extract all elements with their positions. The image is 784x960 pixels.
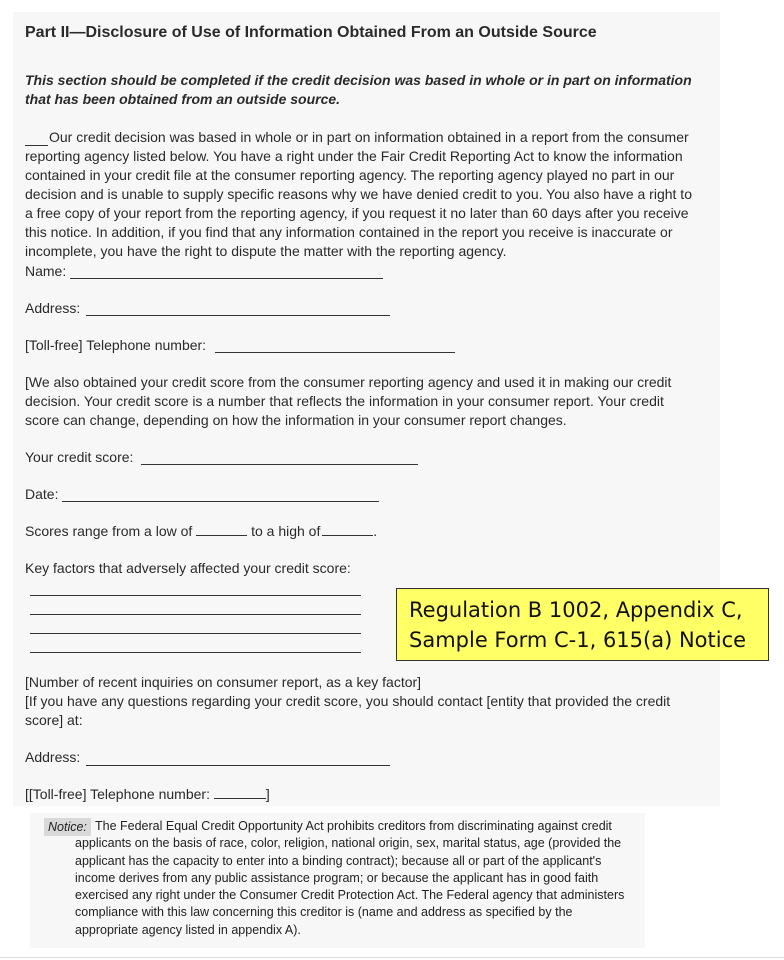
contact-telephone-label: [[Toll-free] Telephone number:: [25, 786, 210, 802]
callout-line-1: Regulation B 1002, Appendix C,: [409, 598, 743, 622]
contact-telephone-field[interactable]: [214, 786, 266, 799]
score-range-row: [25, 522, 377, 541]
credit-score-paragraph: [We also obtained your credit score from the consumer reporting agency and used it in making our credit decision. Your credit score is a number that reflects the information in your consumer report. Your credit score can change, depending on how the information in your consumer report changes.: [25, 374, 672, 428]
contact-address-label: Address:: [25, 749, 81, 765]
page-bottom-rule: [0, 957, 784, 958]
notice-label: Notice:: [44, 818, 91, 836]
telephone-field[interactable]: [215, 352, 455, 353]
contact-telephone-row: [25, 785, 270, 804]
credit-score-field[interactable]: [141, 464, 418, 465]
name-label: Name:: [25, 263, 67, 279]
regulation-callout: [396, 588, 769, 661]
score-range-mid: to a high of: [251, 523, 321, 539]
main-paragraph: Our credit decision was based in whole or in part on information obtained in a report from the consumer reporting agency listed below. You have a right under the Fair Credit Reporting Act to know the information contained in your credit file at the consumer reporting agency. The reporting agency played no part in our decision and is unable to supply specific reasons why we have denied credit to you. You also have a right to a free copy of your report from the reporting agency, if you request it no later than 60 days after you receive this notice. In addition, if you find that any information contained in the report you receive is inaccurate or incomplete, you have the right to dispute the matter with the reporting agency.: [25, 129, 692, 259]
date-field[interactable]: [62, 501, 379, 502]
key-factor-line[interactable]: [30, 595, 361, 596]
questions-text: [If you have any questions regarding your credit score, you should contact [entity that provided the credit score] at:: [25, 693, 671, 728]
key-factor-line[interactable]: [30, 652, 361, 653]
score-range-prefix: Scores range from a low of: [25, 523, 193, 539]
address-label: Address:: [25, 300, 81, 316]
callout-line-2: Sample Form C-1, 615(a) Notice: [409, 628, 747, 652]
credit-score-label: Your credit score:: [25, 449, 134, 465]
contact-address-field[interactable]: [86, 765, 390, 766]
inquiries-text: [Number of recent inquiries on consumer report, as a key factor]: [25, 674, 422, 690]
name-field[interactable]: [70, 278, 383, 279]
score-range-end: .: [373, 523, 378, 539]
score-low-field[interactable]: [196, 523, 247, 536]
key-factors-label: Key factors that adversely affected your credit score:: [25, 560, 351, 576]
notice-text: The Federal Equal Credit Opportunity Act prohibits creditors from discriminating against credit applicants on the basis of race, color, religion, national origin, sex, marital status, age (provided the applicant has the capacity to enter into a binding contract); because all or part of the applicant's income derives from any public assistance program; or because the applicant has in good faith exercised any right under the Consumer Credit Protection Act. The Federal agency that administers compliance with this law concerning this creditor is (name and address as specified by the appropriate agency listed in appendix A).: [75, 819, 625, 937]
section-title: Part II—Disclosure of Use of Information Obtained From an Outside Source: [25, 24, 597, 41]
date-label: Date:: [25, 486, 59, 502]
address-field[interactable]: [86, 315, 390, 316]
key-factor-line[interactable]: [30, 614, 361, 615]
telephone-label: [Toll-free] Telephone number:: [25, 337, 207, 353]
score-high-field[interactable]: [322, 523, 373, 536]
key-factor-line[interactable]: [30, 633, 361, 634]
intro-text: This section should be completed if the credit decision was based in whole or in part on information that has been obtained from an outside source.: [25, 72, 692, 107]
contact-telephone-end: ]: [265, 786, 270, 802]
